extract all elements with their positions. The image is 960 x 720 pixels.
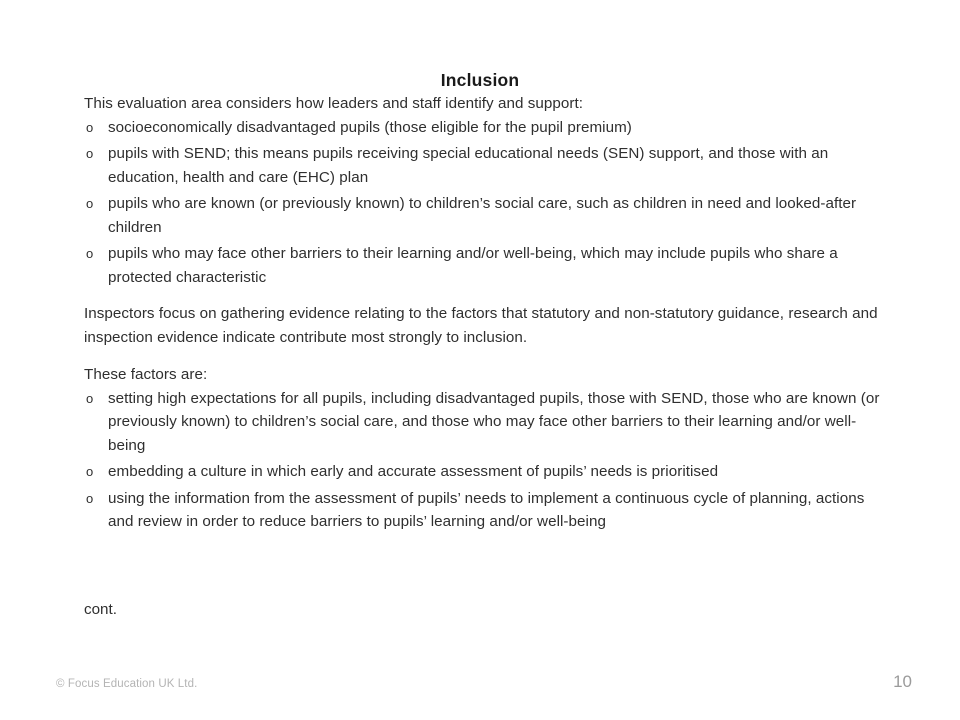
- list-item: [84, 387, 884, 458]
- bullet-marker-icon: o: [86, 464, 94, 479]
- factors-bullet-list: [84, 387, 884, 534]
- identify-bullet-list: [84, 116, 884, 290]
- list-item: [84, 116, 884, 140]
- bullet-marker-icon: o: [86, 390, 94, 406]
- list-item: [84, 142, 884, 189]
- list-item-text: socioeconomically disadvantaged pupils (those eligible for the pupil premium): [108, 118, 632, 136]
- slide-body: [84, 92, 884, 534]
- bullet-marker-icon: o: [86, 490, 94, 506]
- list-item: [84, 487, 884, 534]
- list-item-text: setting high expectations for all pupils, including disadvantaged pupils, those with SEND, those who are known (or previously known) to children’s social care, and those who may face other barriers to their learning and/or well-being: [108, 389, 880, 454]
- bullet-marker-icon: o: [86, 119, 94, 135]
- bullet-marker-icon: o: [86, 146, 94, 161]
- footer-copyright: © Focus Education UK Ltd.: [56, 678, 198, 690]
- factors-lead-in: These factors are:: [84, 366, 208, 383]
- list-item: [84, 460, 884, 484]
- list-item-text: pupils who are known (or previously known) to children’s social care, such as children in need and looked-after children: [108, 195, 857, 236]
- list-item: [84, 192, 884, 239]
- bullet-marker-icon: o: [86, 246, 94, 261]
- inspectors-paragraph: Inspectors focus on gathering evidence relating to the factors that statutory and non-statutory guidance, research and inspection evidence indicate contribute most strongly to inclusion.: [84, 305, 878, 346]
- page-title: Inclusion: [440, 69, 520, 90]
- page-number: 10: [893, 672, 912, 691]
- list-item: [84, 242, 884, 289]
- list-item-text: using the information from the assessment of pupils’ needs to implement a continuous cycle of planning, actions and review in order to reduce barriers to pupils’ learning and/or well-being: [108, 489, 865, 530]
- bullet-marker-icon: o: [86, 196, 94, 211]
- list-item-text: pupils who may face other barriers to their learning and/or well-being, which may include pupils who share a protected characteristic: [108, 245, 838, 286]
- continuation-note: cont.: [84, 601, 117, 618]
- list-item-text: embedding a culture in which early and accurate assessment of pupils’ needs is prioritised: [108, 463, 719, 480]
- intro-paragraph: This evaluation area considers how leaders and staff identify and support:: [84, 95, 583, 112]
- list-item-text: pupils with SEND; this means pupils receiving special educational needs (SEN) support, and those with an education, health and care (EHC) plan: [108, 145, 829, 186]
